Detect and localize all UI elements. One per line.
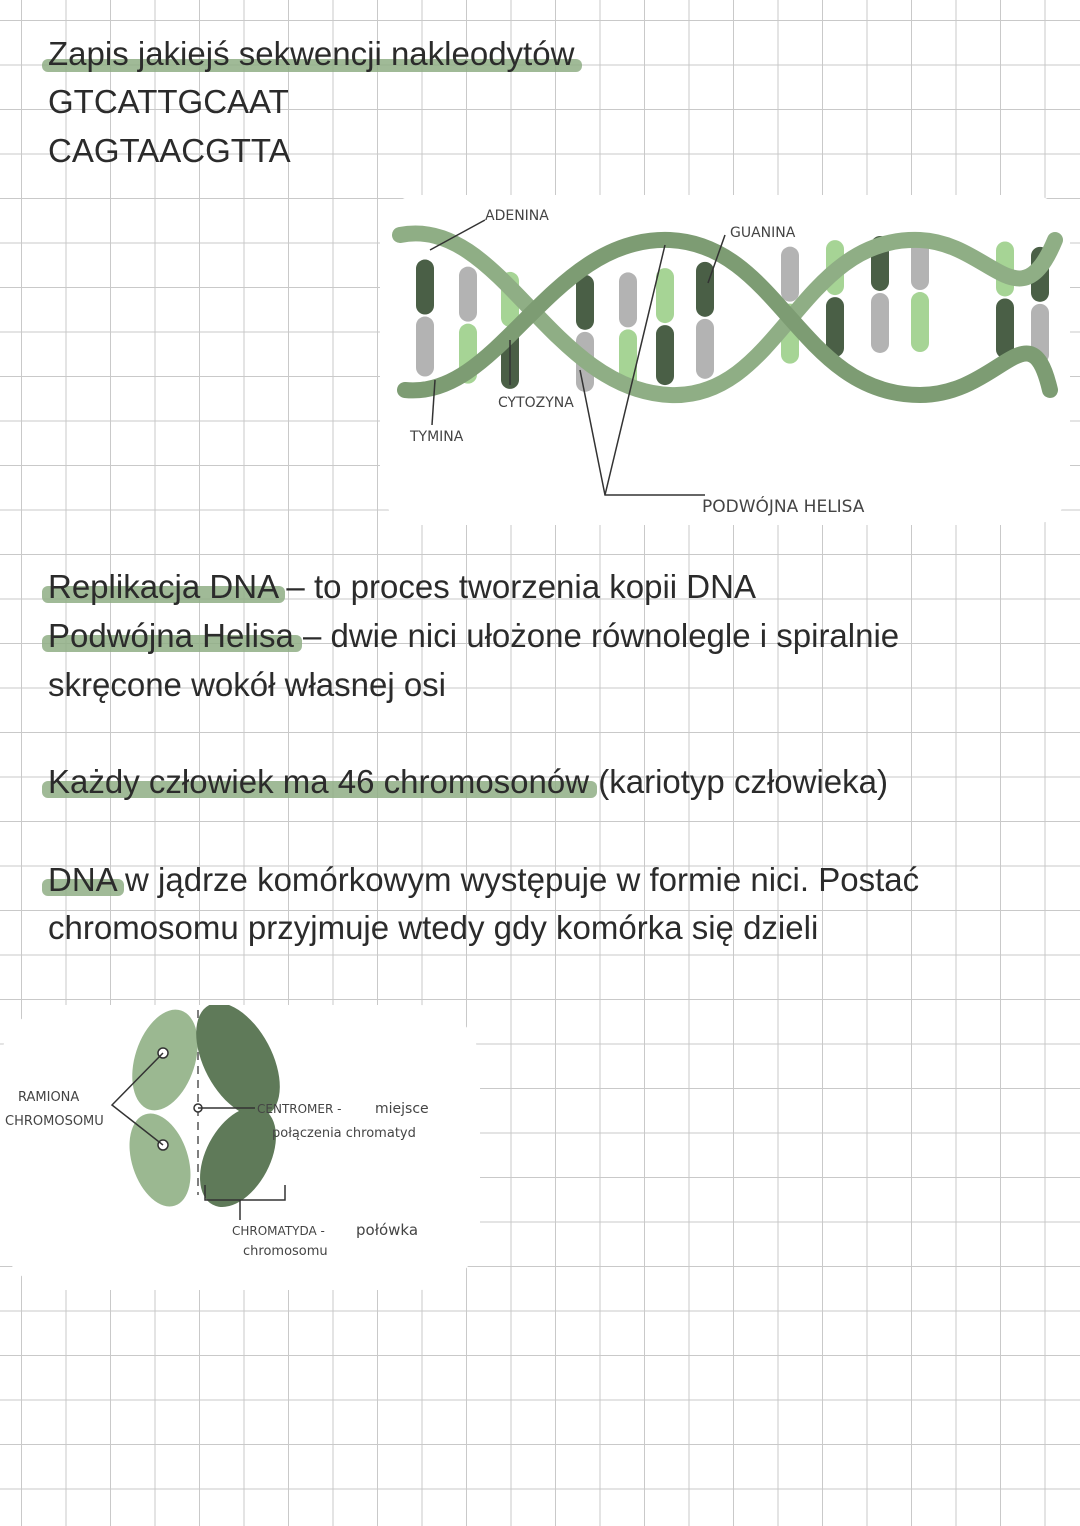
base-pair-5-0 <box>656 268 674 323</box>
base-pair-4-0 <box>619 272 637 327</box>
label-centromere-def-2: połączenia chromatyd <box>272 1126 416 1141</box>
label-centromere-def-1: miejsce <box>375 1101 429 1117</box>
label-centromere: CENTROMER - <box>257 1102 342 1116</box>
label-chromatid-def-1: połówka <box>356 1221 419 1239</box>
sequence-line-1: GTCATTGCAAT <box>48 83 289 120</box>
base-pair-3-0 <box>576 275 594 330</box>
base-pair-5-1 <box>656 325 674 385</box>
chromatid-arm-lower-left <box>119 1106 202 1215</box>
helix-definition: Podwójna Helisa – dwie nici ułożone równolegle i spiralnie <box>48 617 900 654</box>
base-pair-0-0 <box>416 260 434 315</box>
chromosome-count: Każdy człowiek ma 46 chromosonów (kariotyp człowieka) <box>48 763 888 800</box>
label-guanine: GUANINA <box>730 225 796 241</box>
label-double-helix: PODWÓJNA HELISA <box>702 497 865 517</box>
base-pair-6-1 <box>696 319 714 379</box>
base-pair-1-0 <box>459 267 477 322</box>
heading: Zapis jakiejś sekwencji nakleodytów <box>48 35 575 72</box>
base-pair-6-0 <box>696 262 714 317</box>
helix-definition-line-2: skręcone wokół własnej osi <box>48 666 447 703</box>
label-thymine: TYMINA <box>410 429 464 445</box>
replication-term: Replikacja DNA <box>48 568 278 605</box>
label-arms-2: CHROMOSOMU <box>5 1114 104 1129</box>
label-chromatid: CHROMATYDA - <box>232 1224 325 1238</box>
label-cytosine: CYTOZYNA <box>498 395 574 411</box>
dna-form-line-2: chromosomu przyjmuje wtedy gdy komórka się dzieli <box>48 909 819 946</box>
base-pair-7-0 <box>781 247 799 302</box>
base-pair-9-1 <box>871 293 889 353</box>
base-pair-10-1 <box>911 292 929 352</box>
chromatid-arm-upper-left <box>120 1005 209 1119</box>
dna-helix-diagram <box>380 195 1070 525</box>
label-adenine: ADENINA <box>485 208 549 224</box>
replication-definition: Replikacja DNA – to proces tworzenia kopii DNA <box>48 568 756 605</box>
sequence-line-2: CAGTAACGTTA <box>48 132 291 169</box>
label-chromatid-def-2: chromosomu <box>243 1244 328 1259</box>
base-pair-0-1 <box>416 317 434 377</box>
label-arms-1: RAMIONA <box>18 1090 80 1105</box>
chromosome-diagram <box>0 1005 480 1290</box>
dna-form: DNA w jądrze komórkowym występuje w formie nici. Postać <box>48 861 920 898</box>
helix-term: Podwójna Helisa <box>48 617 294 654</box>
